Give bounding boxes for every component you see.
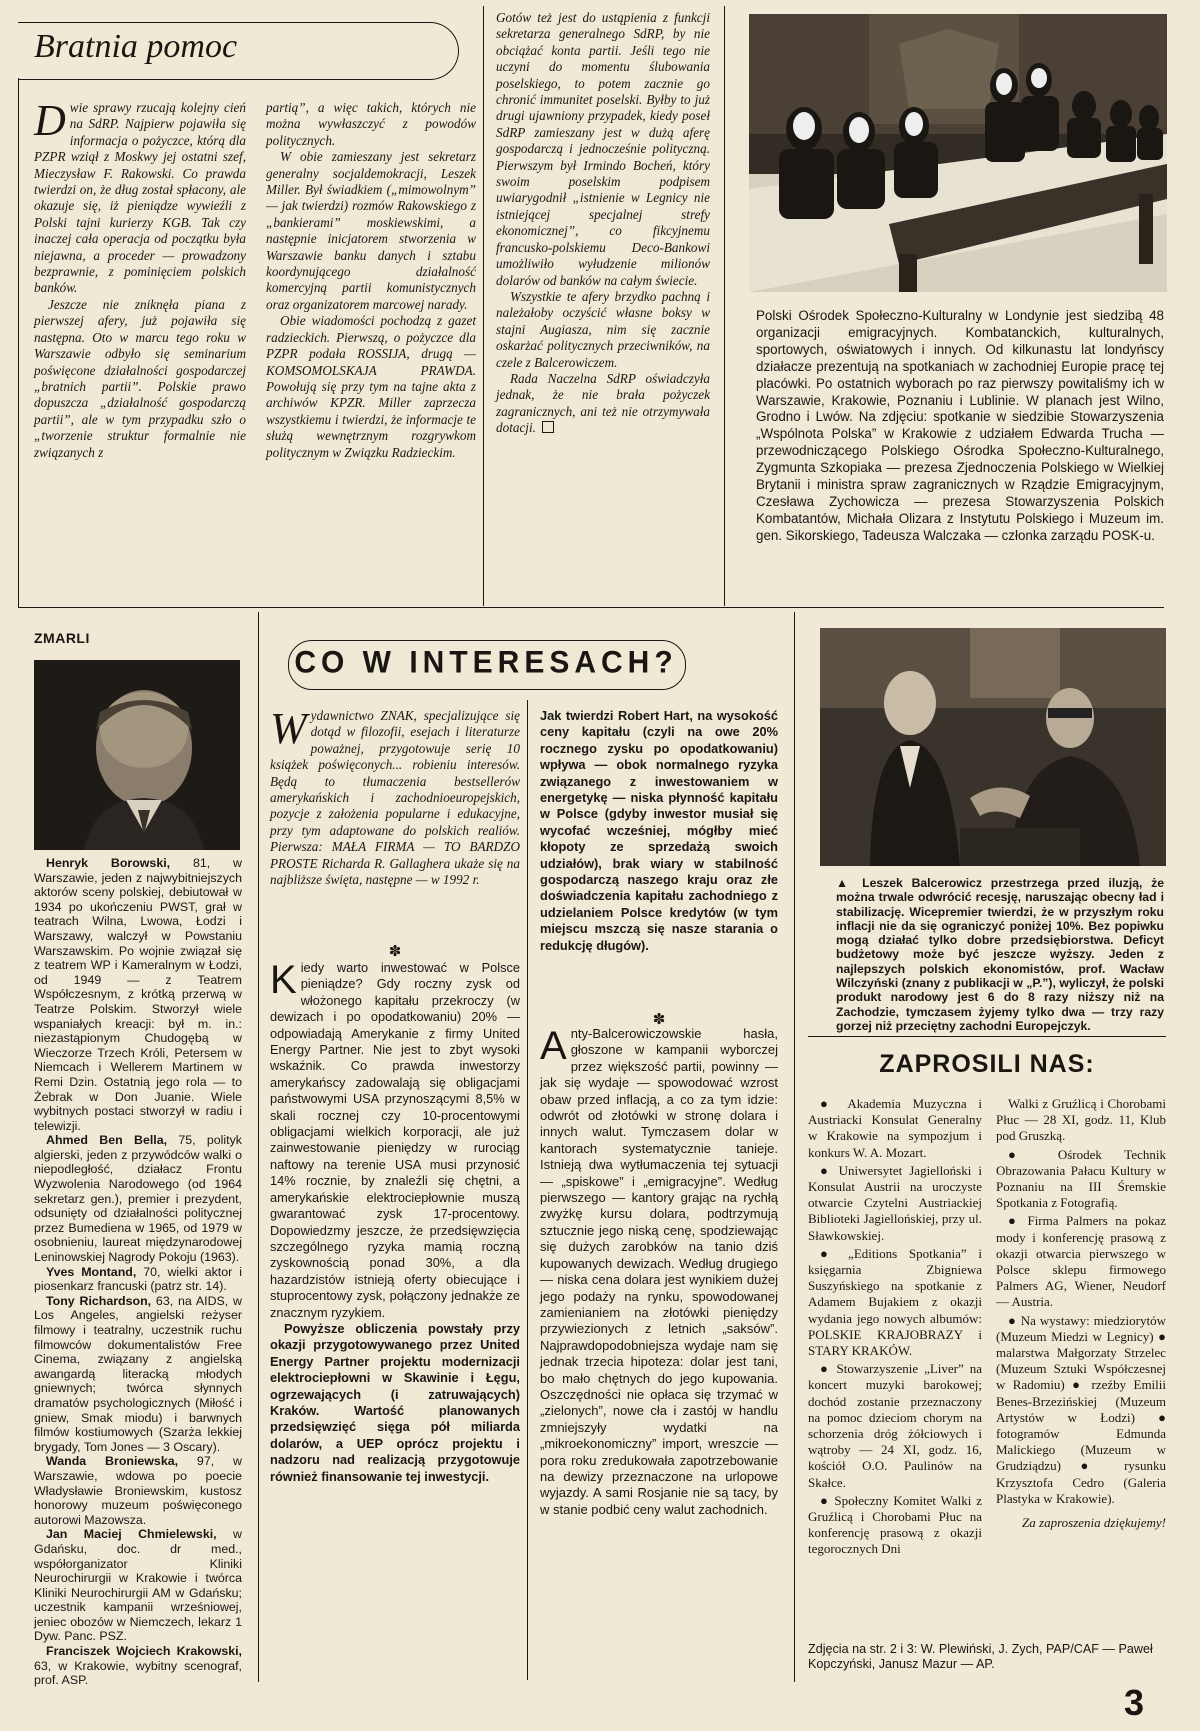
invitation-item: ● Społeczny Komitet Walki z Gruźlicą i Chorobami Płuc na konferencję prasową z okazji tegorocznych Dni xyxy=(808,1492,982,1557)
obit-text: 70, wielki aktor i piosenkarz francuski (patrz str. 14). xyxy=(34,1264,242,1294)
obit-text: 63, w Krakowie, wybitny scenograf, prof. ASP. xyxy=(34,1658,242,1688)
invitation-item: ● Na wystawy: miedziorytów (Muzeum Miedzi w Legnicy) ● malarstwa Małgorzaty Strzelec (Muzeum Sztuki Współczesnej w Radomiu) ● rzeźby Emilii Benes-Brzezińskiej (Muzeum Artystów w Łodzi) ● fotogramów Edmunda Malickiego (Muzeum w Grudziądzu) ● rysunku Krzysztofa Cedro (Galeria Plastyka w Krakowie). xyxy=(996,1312,1166,1506)
interesach-dropcap-k: K xyxy=(270,958,297,1002)
obit-name: Henryk Borowski, xyxy=(46,856,171,870)
interesach-dropcap-a: A xyxy=(540,1024,567,1068)
divider xyxy=(18,78,19,608)
obit-name: Tony Richardson, xyxy=(46,1293,152,1308)
divider xyxy=(794,612,795,1682)
zaprosili-heading: ZAPROSILI NAS: xyxy=(879,1050,1095,1078)
bratnia-col3-p1: Gotów też jest do ustąpienia z funkcji sekretarza generalnego SdRP, by nie obciążać konta partii. Jeśli tego nie uczyni do momentu ślubowania poselskiego, to potem zacznie go chronić immunitet poselski. Byłby to już drugi ujawniony przypadek, kiedy poseł SdRP zamieszany jest w dużą aferę gospodarczą i jednocześnie polityczną. Pierwszym był Irmindo Bocheń, który swoim poselskim podpisem uwiarygodnił „istnienie w Legnicy nie istniejącej specjalnej strefy ekonomicznej”, co fikcyjnemu francusko-polskiemu Deco-Bankowi umożliwiło wyłudzenie milionów dolarów od banków na całym świecie. xyxy=(496,10,710,288)
bratnia-dropcap: D xyxy=(34,96,66,145)
interesach-col2b xyxy=(540,1026,778,1518)
invitation-item: ● Firma Palmers na pokaz mody i konferencję prasową z okazji otwarcia pierwszego w Polsce sklepu firmowego Palmers AG, Wiener, Neudorf — Austria. xyxy=(996,1213,1166,1310)
bratnia-col3-p3: Rada Naczelna SdRP oświadczyła jednak, że nie brała pożyczek zagranicznych, ani też nie otrzymywała dotacji. xyxy=(496,370,710,436)
zaprosili-col1 xyxy=(808,1096,982,1560)
page-number: 3 xyxy=(1124,1682,1145,1723)
interesach-title: CO W INTERESACH? xyxy=(294,645,678,680)
divider xyxy=(724,6,725,606)
divider xyxy=(483,6,484,606)
bratnia-col1-p1: wie sprawy rzucają kolejny cień na SdRP. Najpierw pojawiła się informacja o pożyczce, którą dla PZPR wziął z Moskwy jej ostatni szef, Mieczysław F. Rakowski. Co prawda twierdzi on, że dług został spłacony, ale okazuje się, iż pieniądze wywieźli z Polski tajni kurierzy KGB. Tak czy inaczej cała operacja od początku była niejawna, a proceder — prowadzony bezprawnie, z pominięciem polskich banków. xyxy=(34,100,246,296)
balcerowicz-photo xyxy=(820,628,1166,866)
obit-name: Ahmed Ben Bella, xyxy=(46,1133,168,1148)
bratnia-col3-p2: Wszystkie te afery brzydko pachną i należałoby oczyścić własne boksy w stajni Augiasza, nim się zacznie oskarżać politycznych przeciwników, na czele z Balcerowiczem. xyxy=(496,288,710,370)
invitation-item: ● Uniwersytet Jagielloński i Konsulat Austrii na uroczyste otwarcie Czytelni Austriackiej Biblioteki Jagiellońskiej, przy ul. Sławkowskiej. xyxy=(808,1162,982,1243)
separator-star: ✽ xyxy=(388,944,402,960)
interesach-p4: Jak twierdzi Robert Hart, na wysokość ceny kapitału (czyli na owe 20% rocznego zysku po opodatkowaniu) wpływa — obok normalnego ryzyka związanego z inwestowaniem w energetykę — niska płynność kapitału w Polsce (gdyby inwestor musiał się wycofać wcześniej, mógłby mieć kłopoty ze sprzedażą swoich udziałów), brak wiary w stabilność gospodarczą naszego kraju oraz złe doświadczenia kapitału zachodniego z udzielaniem Polsce kredytów (w tym miejscu mszczą się nasze starania o redukcję długów). xyxy=(540,708,778,953)
end-mark xyxy=(542,421,554,433)
zaprosili-col2 xyxy=(996,1096,1166,1533)
photo-credits: Zdjęcia na str. 2 i 3: W. Plewiński, J. Zych, PAP/CAF — Paweł Kopczyński, Janusz Mazur — AP. xyxy=(808,1642,1153,1671)
interesach-col1b xyxy=(270,960,520,1485)
divider xyxy=(527,700,528,1680)
separator-star: ✽ xyxy=(652,1012,666,1028)
bratnia-title: Bratnia pomoc xyxy=(34,28,238,65)
obit-text: 81, w Warszawie, jeden z najwybitniejszych aktorów sceny polskiej, debiutował w 1934 po ukończeniu PWST, grał w teatrach Wilna, Lwowa, Łodzi i Warszawy, walczył w Powstaniu Warszawskim. Po wojnie związał się z teatrem WP i Kameralnym w Łodzi, od 1949 — z Teatrem Współczesnym, z krótką przerwą w Teatrze Polskim. Stworzył wiele wspaniałych kreacji: był m. in.: niezastąpionym Chudogębą w Wieczorze Trzech Króli, Petersem w Niemcach i Wellerem Martinem w Remi Dzin. Ostatnią jego rola — to Żebrak w Don Juanie. Wiele wybitnych postaci stworzył w radiu i telewizji. xyxy=(34,856,242,1133)
interesach-col2 xyxy=(540,708,778,954)
interesach-p1: ydawnictwo ZNAK, specjalizujące się dotąd w filozofii, esejach i literaturze poważnej, przygotowuje serię 10 książek poświęconych... robieniu interesów. Będą to tłumaczenia bestsellerów amerykańskich i zachodnioeuropejskich, pozycje z założenia popularne i edukacyjne, przy tym adaptowane do polskich realiów. Pierwsza: MAŁA FIRMA — TO BARDZO PROSTE Richarda R. Gallaghera ukaże się na najbliższe święta, następne — w 1992 r. xyxy=(270,708,520,888)
obit-name: Wanda Broniewska, xyxy=(46,1454,179,1469)
obit-name: Franciszek Wojciech Krakowski, xyxy=(46,1644,242,1659)
invitation-item: ● Ośrodek Technik Obrazowania Pałacu Kultury w Poznaniu na III Śremskie Spotkania z Fotografią. xyxy=(996,1146,1166,1211)
divider xyxy=(18,607,1164,608)
interesach-p2: iedy warto inwestować w Polsce pieniądze? Gdy roczny zysk od włożonego kapitału przekroczy (w dewizach i po opodatkowaniu) 20% — odpowiadają Amerykanie z firmy United Energy Partner. Nie jest to zbyt wysoki wskaźnik. Co prawda inwestorzy amerykańscy zadowalają się obligacjami państwowymi USA przynoszącymi 8,5% w skali rocznej czy 10-procentowymi obligacjami wielkich korporacji, ale już zainwestowanie pieniędzy w rurociąg naftowy na terenie USA musi przynosić 14% rocznie, by znaleźli się chętni, a amerykańskie elektrociepłownie muszą gwarantować zysk 17-procentowy. Dopowiedzmy jeszcze, że przedsięwzięcia szczególnego ryzyka mamią roczną zyskownością ponad 30%, a dla hazardzistów istnieją oferty obiecujące i stuprocentowy zysk, połączony jednakże ze znacznym ryzykiem. xyxy=(270,960,520,1320)
invitation-item: Walki z Gruźlicą i Chorobami Płuc — 28 XI, godz. 11, Klub pod Gruszką. xyxy=(996,1096,1166,1144)
invitation-item: ● Stowarzyszenie „Liver” na koncert muzyki barokowej; dochód zostanie przeznaczony na pomoc dzieciom chorym na schorzenia dróg żółciowych i wątroby — 24 XI, godz. 16, kościół O.O. Paulinów na Skałce. xyxy=(808,1361,982,1490)
bratnia-col2-p1: partią”, a więc takich, których nie można wywłaszczyć z powodów politycznych. xyxy=(266,100,476,148)
zmarli-heading: ZMARLI xyxy=(34,630,90,646)
obit-text: 75, polityk algierski, jeden z przywódców walki o niepodległość, działacz Frontu Wyzwolenia Narodowego (od 1964 sekretarz gen.), premier i prezydent, odsunięty od działalności politycznej przez Bumedienа w 1965, od 1979 w osobnieniu, laureat międzynarodowej Leninowskiej Nagrody Pokoju (1963). xyxy=(34,1133,242,1265)
borowski-portrait xyxy=(34,660,240,850)
zmarli-list xyxy=(34,856,242,1688)
divider xyxy=(808,1036,1166,1037)
bratnia-col2-p2: W obie zamieszany jest sekretarz generalny socjaldemokracji, Leszek Miller. Był świadkiem („mimowolnym” — jak twierdzi) rozmów Rakowskiego z „bankierami” moskiewskimi, a następnie inicjatorem stworzenia w Warszawie banku danych i sztabu koordynującego działalność komercyjną partii komunistycznych oraz organizatorem marcowej narady. xyxy=(266,149,476,312)
posk-meeting-photo xyxy=(749,14,1167,292)
invitation-item: ● Akademia Muzyczna i Austriacki Konsulat Generalny w Krakowie na sympozjum i konkurs W. A. Mozart. xyxy=(808,1096,982,1160)
obit-name: Yves Montand, xyxy=(46,1264,137,1279)
thanks-note: Za zaproszenia dziękujemy! xyxy=(1022,1515,1166,1531)
divider xyxy=(258,612,259,1682)
obit-name: Jan Maciej Chmielewski, xyxy=(46,1527,217,1542)
bratnia-col2-p3: Obie wiadomości pochodzą z gazet radzieckich. Pierwszą, o pożyczce dla PZPR podała ROSSIJA, drugą — KOMSOMOLSKAJA PRAWDA. Powołują się przy tym na tajne akta z archiwów KPZR. Miller zaprzecza wszystkiemu i twierdzi, że informacje te służą wewnętrznym rozgrywkom politycznym w Związku Radzieckim. xyxy=(266,313,476,460)
invitation-item: ● „Editions Spotkania” i księgarnia Zbigniewa Suszyńskiego na spotkanie z Adamem Bujakiem z okazji wydania jego nowych albumów: POLSKIE KRAJOBRAZY i STARY KRAKÓW. xyxy=(808,1245,982,1359)
posk-caption: Polski Ośrodek Społeczno-Kulturalny w Londynie jest siedzibą 48 organizacji emigracyjnych. Kombatanckich, kulturalnych, sportowych, oświatowych i innych. Od kilkunastu lat londyńscy działacze prezentują na spotkaniach w zachodniej Europie pracę tej placówki. Po ostatnich wyborach po raz pierwszy powitaliśmy ich w Warszawie, Krakowie, Poznaniu i Lublinie. W planach jest Wilno, Grodno i Lwów. Na zdjęciu: spotkanie w siedzibie Stowarzyszenia „Wspólnota Polska” w Krakowie z udziałem Edwarda Trucha — przewodniczącego Polskiego Ośrodka Społeczno-Kulturalnego, Zygmunta Szkopiaka — prezesa Zjednoczenia Polskiego w Wielkiej Brytanii i ministra spraw zagranicznych w Rządzie Emigracyjnym, Czesława Zychowicza — prezesa Stowarzyszenia Polskich Kombatantów, Michała Olizara z Instytutu Polskiego i Muzeum im. gen. Sikorskiego, Tadeusza Walczaka — członka zarządu POSK-u. xyxy=(756,308,1164,543)
interesach-col1 xyxy=(270,704,520,888)
interesach-p3: Powyższe obliczenia powstały przy okazji przygotowywanego przez United Energy Partner projektu modernizacji elektrociepłowni w Skawinie i Łęgu, ogrzewających (i zatruwających) Kraków. Wartość planowanych przedsięwzięć sięga pół miliarda dolarów, a UEP oprócz projektu i nadzoru nad realizacją przygotowuje również finansowanie tej inwestycji. xyxy=(270,1320,520,1484)
obit-text: 63, na AIDS, w Los Angeles, angielski reżyser filmowy i teatralny, uczestnik ruchu filmowców dokumentalistów Free Cinema, związany z angielską awangardą literacką młodych gniewnych; twórca słynnych dramatów psychologicznych (Miłość i gniew, Smak miodu) i barwnych filmów kostiumowych (Szarża lekkiej brygady, Tom Jones — 3 Oscary). xyxy=(34,1293,242,1454)
bratnia-col1 xyxy=(34,96,246,461)
bratnia-col3 xyxy=(496,10,710,437)
interesach-dropcap-w: W xyxy=(270,704,307,753)
obit-text: w Gdańsku, doc. dr med., współorganizator Kliniki Neurochirurgii w Krakowie i twórca Kliniki Neurochirurgii AM w Gdańsku; uczestnik kampanii wrześniowej, jeniec obozów w Niemczech, lekarz 1 Dyw. Panc. PSZ. xyxy=(34,1527,242,1644)
obit-text: 97, w Warszawie, wdowa po poecie Władysławie Broniewskim, kustosz honorowy muzeum poświęconego autorowi Mazowsza. xyxy=(34,1454,243,1527)
bratnia-col1-p2: Jeszcze nie zniknęła piana z pierwszej afery, już pojawiła się następna. Oto w marcu tego roku w Warszawie odbyło się seminarium poświęcone działalności gospodarczej „bratnich partii”. Polskie prawo dopuszcza „działalność gospodarczą partii”, ale w tym przypadku szło o „tworzenie struktur formalnie nie związanych z xyxy=(34,296,246,460)
interesach-p5: nty-Balcerowiczowskie hasła, głoszone w kampanii wyborczej przez większość partii, powinny — jak się wydaje — spowodować wzrost obaw przed inflacją, a co za tym idzie: odwrót od złotówki w stronę dolara i innych walut. Tymczasem dolar w kantorach systematycznie tanieje. Istnieją dwa wytłumaczenia tej sytuacji — „spiskowe” i „emigracyjne”. Według pierwszego — kantory grając na rychłą zwyżkę kursu dolara, podtrzymują sztucznie jego niską cenę, spodziewając się dużych zarobków na tanio dziś kupowanych dewizach. Według drugiego — niska cena dolara jest wynikiem dużej jego podaży na rynku, spowodowanej zamienianiem na złotówki pieniędzy przywiezionych z letnich „saksów”. Najprawdopodobniejsza wydaje nam się jednak trzecia hipoteza: dolar jest tani, bo mało chętnych do jego kupowania. Oszczędności nie opłaca się trzymać w „zielonych”, nowe cła i zastój w handlu zmniejszyły wydatki na „mikroekonomiczny” import, wreszcie — pora roku zredukowała zapotrzebowanie na dewizy przeznaczone na urlopowe wyjazdy. A sami Rosjanie nie są tacy, by w stanie podbić ceny walut zachodnich. xyxy=(540,1026,778,1517)
balcerowicz-caption: ▲ Leszek Balcerowicz przestrzega przed iluzją, że można trwale odwrócić recesję, naruszając obecny ład i stabilizację. Wicepremier twierdzi, że w przyszłym roku inflacji nie da się ograniczyć poniżej 10%. Bez popiwku mogą działać tylko dobre przedsiębiorstwa. Deficyt budżetowy może być jeszcze wyższy. Jeden z najlepszych polskich ekonomistów, prof. Wacław Wilczyński (znany z publikacji w „P.”), wyliczył, że polski produkt narodowy jest 6 do 8 razy niższy niż na Zachodzie, tymczasem żyjemy tylko dwa — trzy razy gorzej niż przeciętny zachodni Europejczyk. xyxy=(836,876,1164,1033)
bratnia-col2 xyxy=(266,100,476,461)
